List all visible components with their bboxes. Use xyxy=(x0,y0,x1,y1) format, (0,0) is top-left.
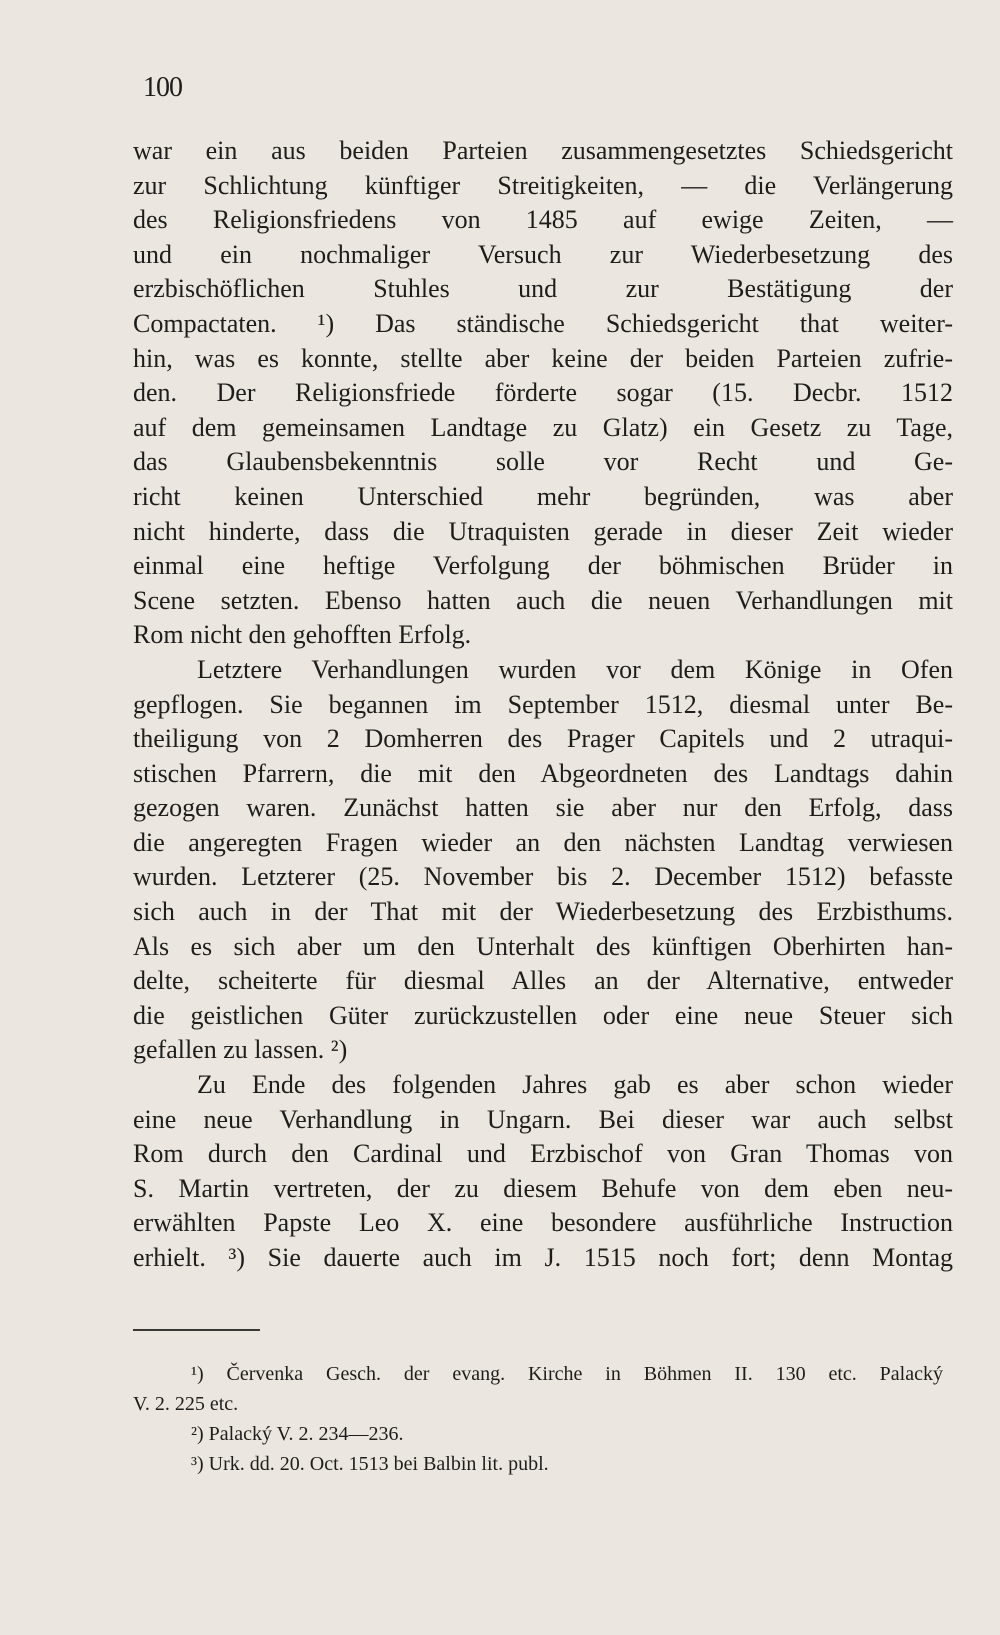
footnote-line: ³) Urk. dd. 20. Oct. 1513 bei Balbin lit. publ. xyxy=(191,1453,549,1475)
text-line: die geistlichen Güter zurückzustellen oder eine neue Steuer sich xyxy=(133,1000,953,1030)
text-line: sich auch in der That mit der Wiederbesetzung des Erzbisthums. xyxy=(133,897,953,927)
text-line: einmal eine heftige Verfolgung der böhmischen Brüder in xyxy=(133,551,953,581)
text-line: erzbischöflichen Stuhles und zur Bestätigung der xyxy=(133,274,953,304)
text-line: Letztere Verhandlungen wurden vor dem Könige in Ofen xyxy=(197,654,953,684)
footnote-line: ²) Palacký V. 2. 234—236. xyxy=(191,1423,404,1445)
text-line: Scene setzten. Ebenso hatten auch die neuen Verhandlungen mit xyxy=(133,585,953,615)
footnote-divider xyxy=(133,1329,260,1331)
footnotes xyxy=(133,1359,943,1479)
page-number: 100 xyxy=(143,72,182,103)
text-line: Als es sich aber um den Unterhalt des künftigen Oberhirten han- xyxy=(133,931,953,961)
text-line: Rom durch den Cardinal und Erzbischof von Gran Thomas von xyxy=(133,1139,953,1169)
text-line: gefallen zu lassen. ²) xyxy=(133,1035,348,1065)
text-line: nicht hinderte, dass die Utraquisten gerade in dieser Zeit wieder xyxy=(133,516,953,546)
text-line: auf dem gemeinsamen Landtage zu Glatz) ein Gesetz zu Tage, xyxy=(133,412,953,442)
text-line: delte, scheiterte für diesmal Alles an der Alternative, entweder xyxy=(133,966,953,996)
text-line: erwählten Papste Leo X. eine besondere ausführliche Instruction xyxy=(133,1208,953,1238)
text-line: den. Der Religionsfriede förderte sogar (15. Decbr. 1512 xyxy=(133,378,953,408)
text-line: erhielt. ³) Sie dauerte auch im J. 1515 noch fort; denn Montag xyxy=(133,1243,953,1272)
text-line: war ein aus beiden Parteien zusammengesetztes Schiedsgericht xyxy=(133,136,953,165)
text-line: Rom nicht den gehofften Erfolg. xyxy=(133,620,472,650)
footnote-line: V. 2. 225 etc. xyxy=(133,1393,239,1415)
text-line: gepflogen. Sie begannen im September 1512, diesmal unter Be- xyxy=(133,689,953,719)
text-line: eine neue Verhandlung in Ungarn. Bei dieser war auch selbst xyxy=(133,1104,953,1134)
text-line: stischen Pfarrern, die mit den Abgeordneten des Landtags dahin xyxy=(133,758,953,788)
text-line: zur Schlichtung künftiger Streitigkeiten, — die Verlängerung xyxy=(133,170,953,200)
text-line: theiligung von 2 Domherren des Prager Capitels und 2 utraqui- xyxy=(133,724,953,754)
text-line: Zu Ende des folgenden Jahres gab es aber schon wieder xyxy=(197,1070,953,1100)
text-line: die angeregten Fragen wieder an den nächsten Landtag verwiesen xyxy=(133,827,953,857)
text-line: und ein nochmaliger Versuch zur Wiederbesetzung des xyxy=(133,239,953,269)
text-line: gezogen waren. Zunächst hatten sie aber nur den Erfolg, dass xyxy=(133,793,953,823)
body-text xyxy=(133,134,953,1276)
footnote-line: ¹) Červenka Gesch. der evang. Kirche in Böhmen II. 130 etc. Palacký xyxy=(191,1363,943,1385)
text-line: hin, was es konnte, stellte aber keine der beiden Parteien zufrie- xyxy=(133,343,953,373)
text-line: richt keinen Unterschied mehr begründen, was aber xyxy=(133,481,953,511)
text-line: Compactaten. ¹) Das ständische Schiedsgericht that weiter- xyxy=(133,308,953,338)
text-line: wurden. Letzterer (25. November bis 2. December 1512) befasste xyxy=(133,862,953,892)
text-line: S. Martin vertreten, der zu diesem Behufe von dem eben neu- xyxy=(133,1173,953,1203)
text-line: das Glaubensbekenntnis solle vor Recht und Ge- xyxy=(133,447,953,477)
text-line: des Religionsfriedens von 1485 auf ewige Zeiten, — xyxy=(133,205,953,235)
